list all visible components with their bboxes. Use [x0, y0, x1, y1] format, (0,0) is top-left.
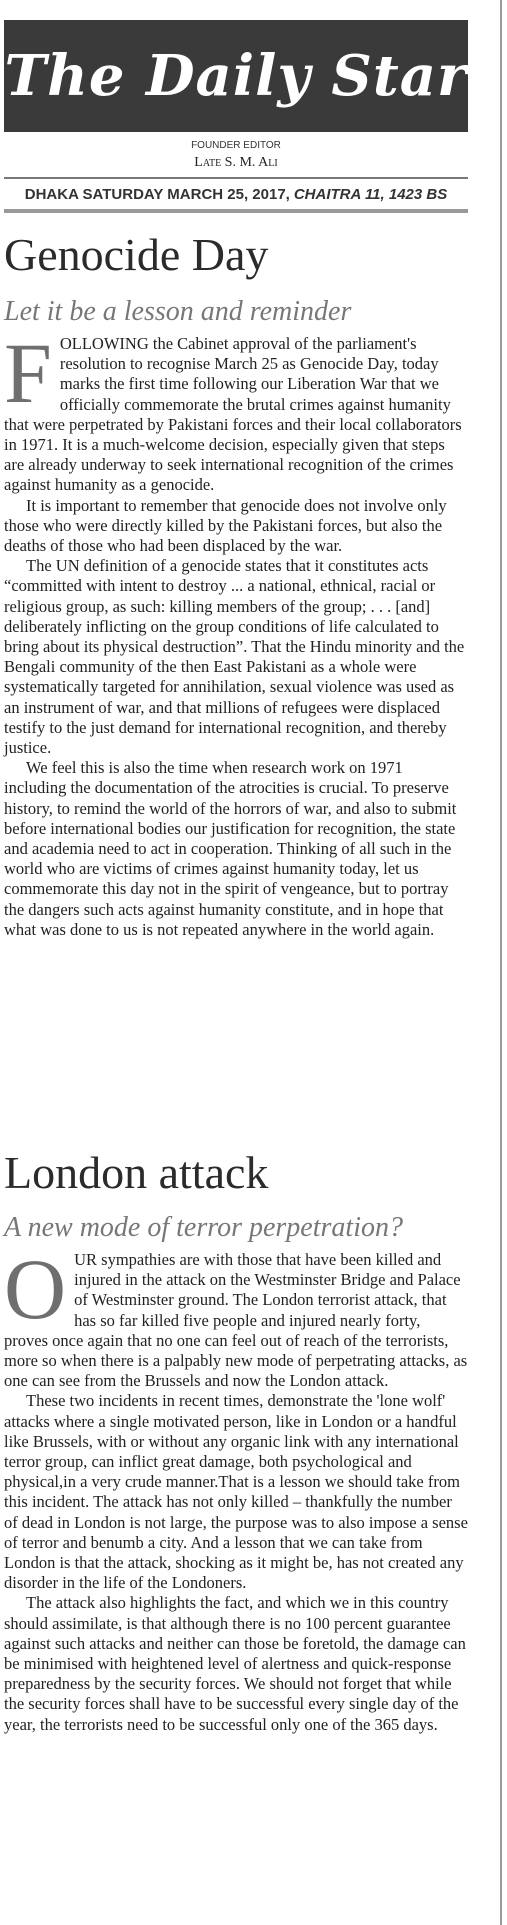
editorial-1-paragraph-3: The UN definition of a genocide states that it constitutes acts “committed with intent to destroy ... a national, ethnical, racial or religious group, as such: killing members of the group; . . . [and] deliberately inflicting on the group conditions of life calculated to bring about its physical destruction”. That the Hindu minority and the Bengali community of the then East Pakistani as a whole were systematically targeted for annihilation, sexual violence was used as an instrument of war, and that millions of refugees were displaced testify to the just demand for international recognition, and thereby justice. — [4, 556, 465, 758]
dateline — [4, 177, 468, 213]
masthead-logo: The Daily Star — [4, 43, 468, 109]
editorial-2-headline: London attack — [4, 1147, 269, 1198]
editorial-1-paragraph-2: It is important to remember that genocide does not involve only those who were directly killed by the Pakistani forces, but also the deaths of those who had been displaced by the war. — [4, 495, 447, 556]
founder-label: FOUNDER EDITOR — [191, 140, 281, 151]
editorial-1-paragraph-1 — [4, 325, 468, 496]
editorial-2-body — [4, 1241, 468, 1735]
editorial-1-paragraph-1-text: OLLOWING the Cabinet approval of the parliament's resolution to recognise March 25 as Genocide Day, today marks the first time following our Liberation War that we officially commemorate the brutal crimes against humanity that were perpetrated by Pakistani forces and their local collaborators in 1971. It is a much-welcome decision, especially given that steps are already underway to seek international recognition of the crimes against humanity as a genocide. — [4, 334, 462, 495]
editorial-2-dropcap: O — [4, 1241, 67, 1337]
editorial-1-body — [4, 325, 468, 940]
founder-name: Late S. M. Ali — [194, 155, 278, 170]
dateline-date: DHAKA SATURDAY MARCH 25, 2017, — [24, 185, 290, 203]
editorial-2-paragraph-1 — [4, 1241, 468, 1391]
editorial-1-headline: Genocide Day — [4, 229, 269, 280]
editorial-2-paragraph-3: The attack also highlights the fact, and which we in this country should assimilate, is that although there is no 100 percent guarantee against such attacks and neither can those be foretold, the damage can be minimised with heightened level of alertness and quick-response preparedness by the security forces. We should not forget that while the security forces shall have to be successful every single day of the year, the terrorists need to be successful only one of the 365 days. — [4, 1593, 466, 1734]
editorial-2-paragraph-1-text: UR sympathies are with those that have been killed and injured in the attack on the Westminster Bridge and Palace of Westminster ground. The London terrorist attack, that has so far killed five people and injured nearly forty, proves once again that no one can feel out of reach of the terrorists, more so when there is a palpably new mode of perpetrating attacks, as one can see from the Brussels and now the London attack. — [4, 1250, 468, 1391]
masthead-banner — [4, 20, 468, 132]
editorial-2-subhead: A new mode of terror perpetration? — [4, 1212, 403, 1243]
editorial-1-dropcap: F — [4, 325, 52, 421]
dateline-bengali-date: CHAITRA 11, 1423 BS — [293, 185, 448, 203]
editorial-1-subhead: Let it be a lesson and reminder — [4, 296, 352, 327]
column-rule — [500, 0, 502, 1925]
editorial-2-paragraph-2: These two incidents in recent times, demonstrate the 'lone wolf' attacks where a single motivated person, like in London or a handful like Brussels, with or without any organic link with any international terror group, can inflict great damage, both psychological and physical,in a very crude manner.That is a lesson we should take from this incident. The attack has not only killed – thankfully the number of dead in London is not large, the purpose was to also impose a sense of terror and benumb a city. And a lesson that we can take from London is that the attack, shocking as it might be, has not created any disorder in the life of the Londoners. — [4, 1391, 468, 1593]
editorial-1-paragraph-4: We feel this is also the time when research work on 1971 including the documentation of the atrocities is crucial. To preserve history, to remind the world of the horrors of war, and also to submit before international bodies our justification for recognition, the state and academia need to act in cooperation. Thinking of all such in the world who are victims of crimes against humanity today, let us commemorate this day not in the spirit of vengeance, but to portray the dangers such acts against humanity constitute, and in hope that what was done to us is not repeated anywhere in the world again. — [4, 758, 457, 939]
